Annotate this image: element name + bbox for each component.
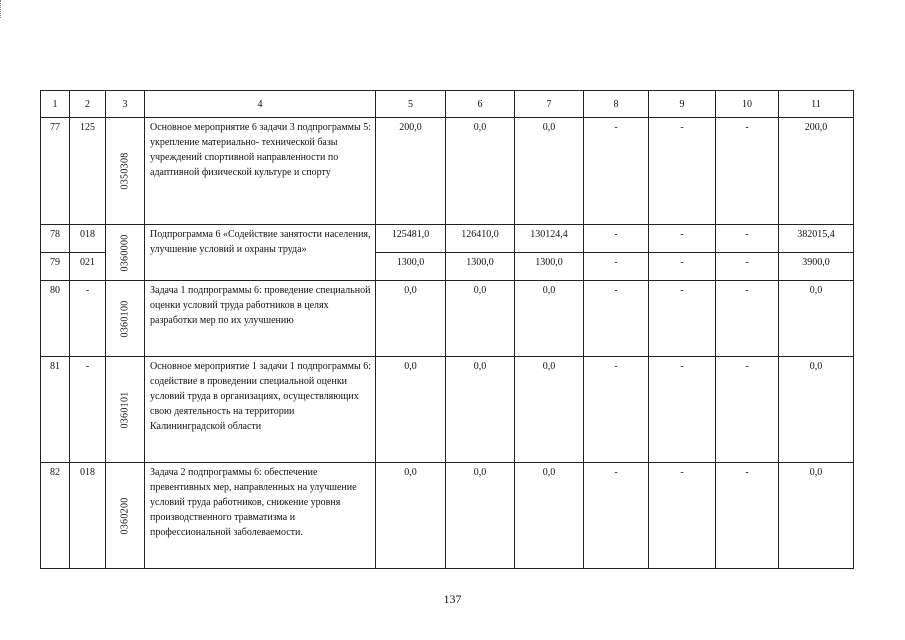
- header-cell: 9: [649, 91, 716, 118]
- table-row: [41, 225, 854, 253]
- header-cell: 10: [716, 91, 779, 118]
- value-col7: 130124,4: [515, 225, 584, 253]
- program-code-cell: [106, 357, 145, 463]
- value-col6: 0,0: [446, 118, 515, 225]
- value-col10: -: [716, 463, 779, 569]
- value-col11: 0,0: [779, 357, 854, 463]
- value-col8: -: [584, 281, 649, 357]
- value-col9: -: [649, 463, 716, 569]
- header-cell: 4: [145, 91, 376, 118]
- program-code: 0350308: [119, 152, 131, 190]
- header-cell: 2: [70, 91, 106, 118]
- value-col8: -: [584, 225, 649, 253]
- program-code-cell: [106, 118, 145, 225]
- header-cell: 8: [584, 91, 649, 118]
- description: Основное мероприятие 6 задачи 3 подпрограммы 5: укрепление материально- технической базы учреждений спортивной направленности по адаптивной физической культуре и спорту: [145, 118, 376, 225]
- value-col11: 0,0: [779, 281, 854, 357]
- program-code: 0360101: [119, 390, 131, 429]
- value-col8: -: [584, 118, 649, 225]
- value-col5: 0,0: [376, 463, 446, 569]
- value-col7: 0,0: [515, 281, 584, 357]
- header-cell: 3: [106, 91, 145, 118]
- value-col10: -: [716, 225, 779, 253]
- program-code-cell: [106, 463, 145, 569]
- header-cell: 5: [376, 91, 446, 118]
- table-header-row: [41, 91, 854, 118]
- value-col7: 1300,0: [515, 253, 584, 281]
- description: Подпрограмма 6 «Содействие занятости населения, улучшение условий и охраны труда»: [145, 225, 376, 281]
- table-row: [41, 463, 854, 569]
- value-col10: -: [716, 118, 779, 225]
- program-code: 0360200: [119, 496, 131, 535]
- value-col10: -: [716, 281, 779, 357]
- value-col5: 200,0: [376, 118, 446, 225]
- row-number: 77: [41, 118, 70, 225]
- program-code: 0360100: [119, 299, 131, 338]
- value-col6: 126410,0: [446, 225, 515, 253]
- description: Задача 1 подпрограммы 6: проведение специальной оценки условий труда работников в целях разработки мер по их улучшению: [145, 281, 376, 357]
- value-col11: 3900,0: [779, 253, 854, 281]
- value-col6: 0,0: [446, 357, 515, 463]
- value-col7: 0,0: [515, 357, 584, 463]
- value-col6: 1300,0: [446, 253, 515, 281]
- value-col9: -: [649, 118, 716, 225]
- value-col11: 382015,4: [779, 225, 854, 253]
- row-number: 78: [41, 225, 70, 253]
- value-col6: 0,0: [446, 281, 515, 357]
- value-col11: 200,0: [779, 118, 854, 225]
- page-number: 137: [443, 592, 462, 606]
- admin-code: -: [70, 357, 106, 463]
- table-row: [41, 281, 854, 357]
- table-row: [41, 357, 854, 463]
- value-col9: -: [649, 253, 716, 281]
- scan-margin-mark: [0, 0, 3, 18]
- value-col6: 0,0: [446, 463, 515, 569]
- admin-code: 018: [70, 463, 106, 569]
- header-cell: 6: [446, 91, 515, 118]
- program-code: 0360000: [119, 233, 131, 272]
- budget-table: [40, 90, 854, 569]
- value-col9: -: [649, 357, 716, 463]
- value-col8: -: [584, 463, 649, 569]
- program-code-cell: [106, 281, 145, 357]
- value-col7: 0,0: [515, 118, 584, 225]
- value-col5: 125481,0: [376, 225, 446, 253]
- row-number: 80: [41, 281, 70, 357]
- row-number: 82: [41, 463, 70, 569]
- admin-code: 018: [70, 225, 106, 253]
- header-cell: 11: [779, 91, 854, 118]
- header-cell: 1: [41, 91, 70, 118]
- value-col5: 0,0: [376, 357, 446, 463]
- value-col5: 1300,0: [376, 253, 446, 281]
- description: Задача 2 подпрограммы 6: обеспечение превентивных мер, направленных на улучшение условий труда работников, снижение уровня производственного травматизма и профессиональной заболеваемости.: [145, 463, 376, 569]
- value-col7: 0,0: [515, 463, 584, 569]
- row-number: 81: [41, 357, 70, 463]
- value-col8: -: [584, 253, 649, 281]
- admin-code: 125: [70, 118, 106, 225]
- description: Основное мероприятие 1 задачи 1 подпрограммы 6: содействие в проведении специальной оценки условий труда в организациях, осуществляющих свою деятельность на территории Калининградской области: [145, 357, 376, 463]
- value-col11: 0,0: [779, 463, 854, 569]
- value-col10: -: [716, 357, 779, 463]
- admin-code: -: [70, 281, 106, 357]
- admin-code: 021: [70, 253, 106, 281]
- value-col10: -: [716, 253, 779, 281]
- value-col9: -: [649, 281, 716, 357]
- header-cell: 7: [515, 91, 584, 118]
- value-col5: 0,0: [376, 281, 446, 357]
- program-code-cell: [106, 225, 145, 281]
- row-number: 79: [41, 253, 70, 281]
- value-col8: -: [584, 357, 649, 463]
- value-col9: -: [649, 225, 716, 253]
- table-row: [41, 118, 854, 225]
